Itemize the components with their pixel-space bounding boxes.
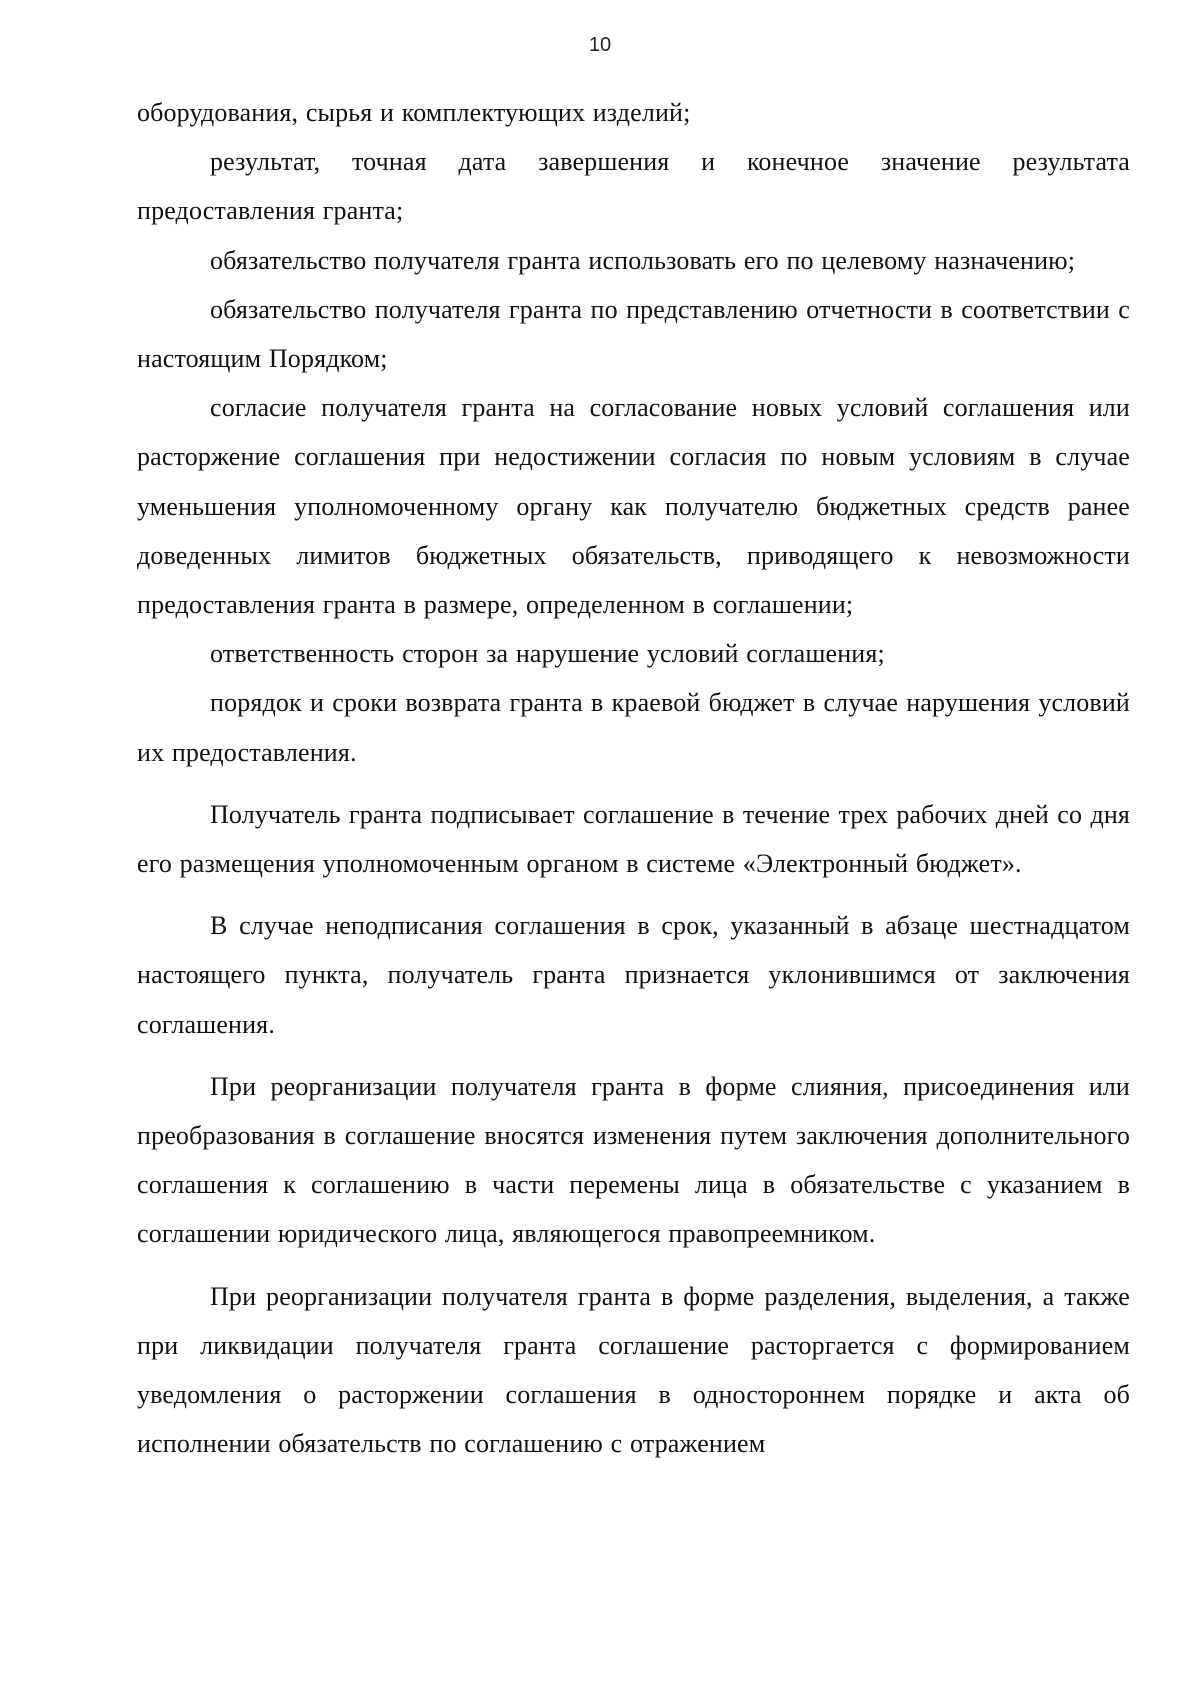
paragraph-reorganization-division: При реорганизации получателя гранта в форме разделения, выделения, а также при ликвидации получателя гранта соглашение расторгается с формированием уведомления о расторжении соглашения в одностороннем порядке и акта об исполнении обязательств по соглашению с отражением xyxy=(137,1281,1130,1459)
paragraph-continuation: оборудования, сырья и комплектующих изделий; xyxy=(137,98,691,127)
paragraph-reorganization-merger: При реорганизации получателя гранта в форме слияния, присоединения или преобразования в соглашение вносятся изменения путем заключения дополнительного соглашения к соглашению в части перемены лица в обязательстве с указанием в соглашении юридического лица, являющегося правопреемником. xyxy=(137,1071,1130,1249)
paragraph-return-procedure: порядок и сроки возврата гранта в краевой бюджет в случае нарушения условий их предоставления. xyxy=(137,688,1130,767)
page-number: 10 xyxy=(588,34,612,56)
paragraph-target-use: обязательство получателя гранта использовать его по целевому назначению; xyxy=(210,245,1076,275)
paragraph-responsibility: ответственность сторон за нарушение условий соглашения; xyxy=(210,639,885,669)
paragraph-consent-new-terms: согласие получателя гранта на согласование новых условий соглашения или расторжение соглашения при недостижении согласия по новым условиям в случае уменьшения уполномоченному органу как получателю бюджетных средств ранее доведенных лимитов бюджетных обязательств, приводящего к невозможности предоставления гранта в размере, определенном в соглашении; xyxy=(137,393,1130,620)
paragraph-result-date: результат, точная дата завершения и конечное значение результата предоставления гранта; xyxy=(137,147,1130,226)
paragraph-non-signing: В случае неподписания соглашения в срок, указанный в абзаце шестнадцатом настоящего пункта, получатель гранта признается уклонившимся от заключения соглашения. xyxy=(137,911,1130,1039)
paragraph-signing: Получатель гранта подписывает соглашение в течение трех рабочих дней со дня его размещения уполномоченным органом в системе «Электронный бюджет». xyxy=(137,799,1130,879)
paragraph-reporting: обязательство получателя гранта по представлению отчетности в соответствии с настоящим Порядком; xyxy=(137,294,1130,374)
document-body xyxy=(137,88,1130,1468)
